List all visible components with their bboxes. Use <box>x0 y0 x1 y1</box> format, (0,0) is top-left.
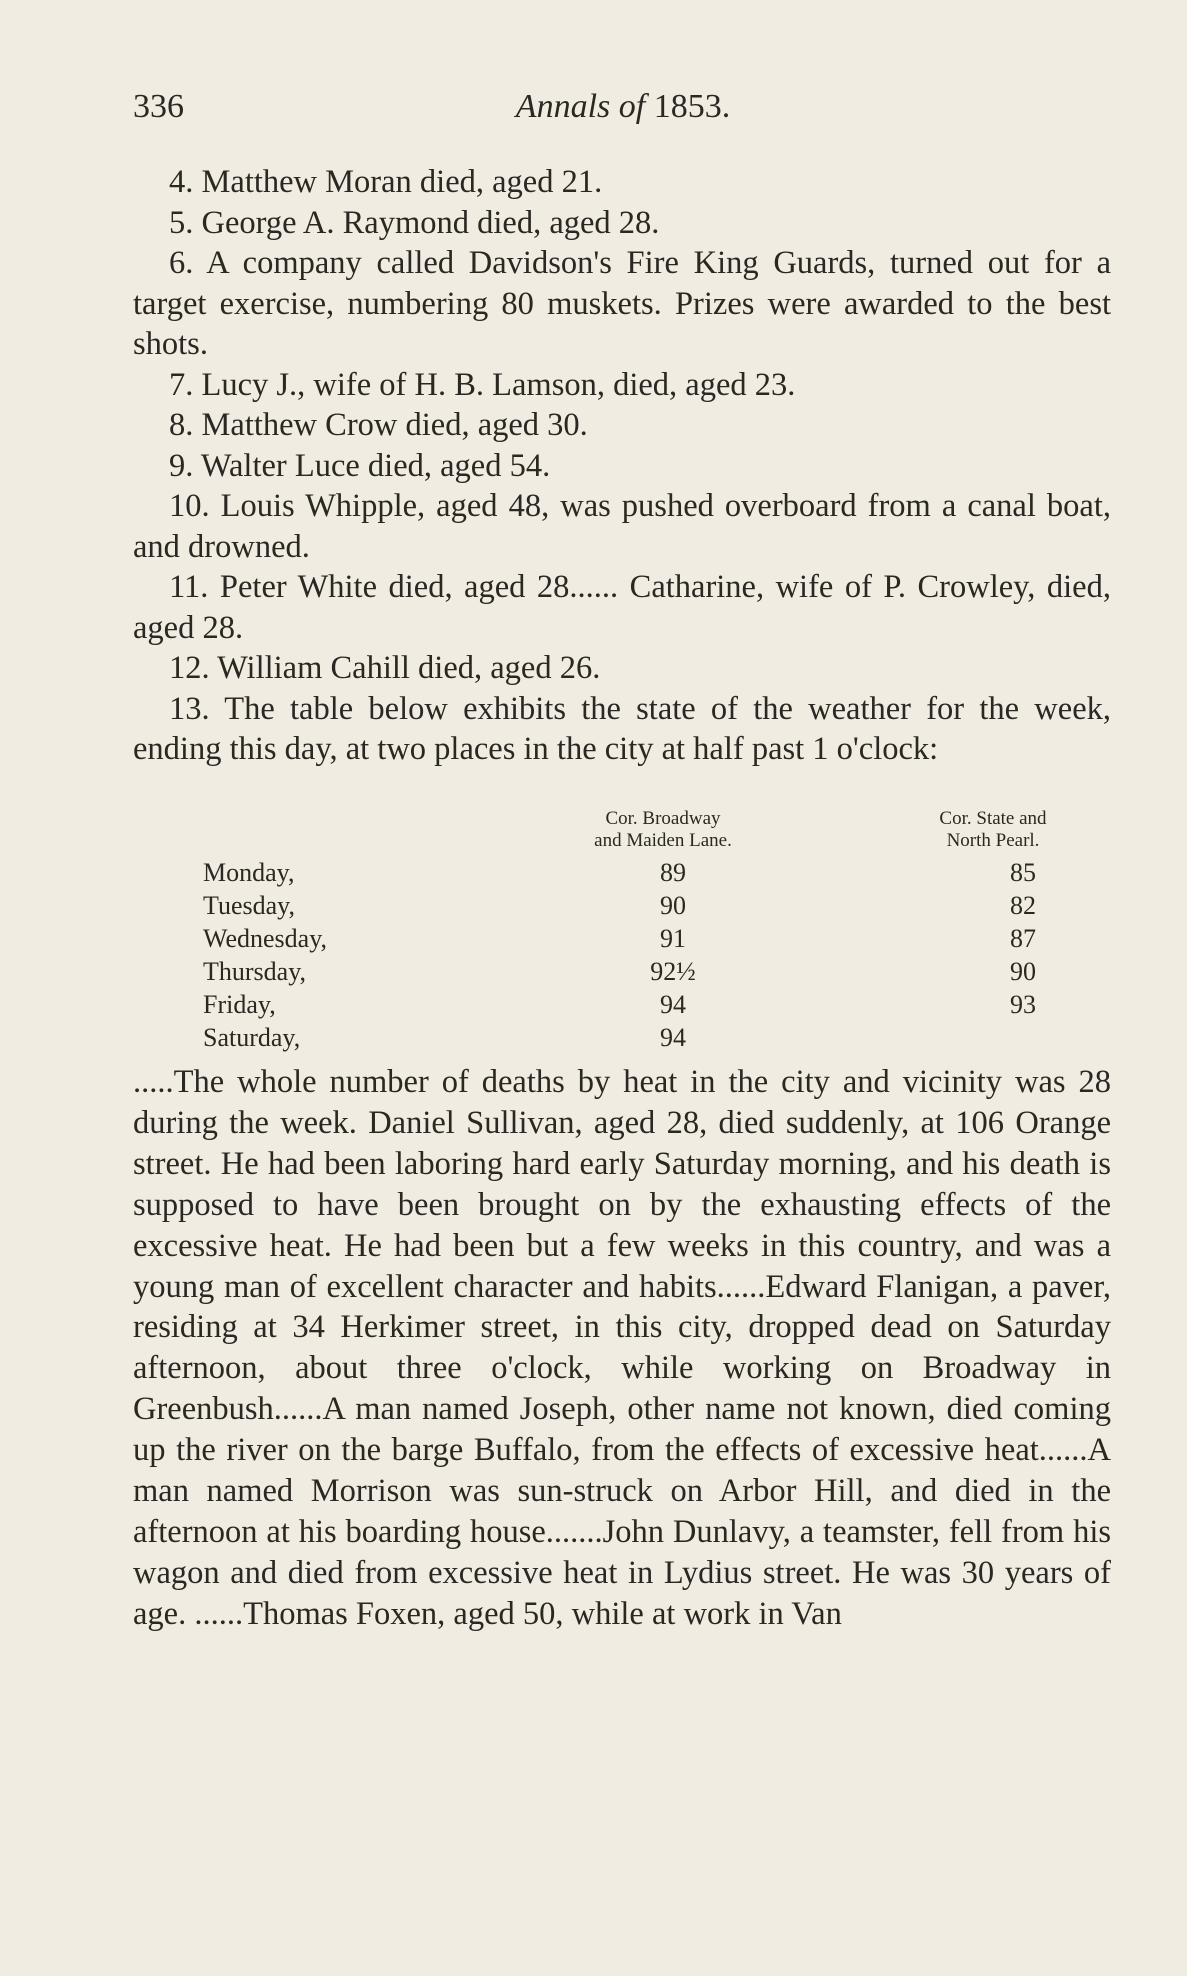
broadway-temp-cell: 89 <box>660 858 686 887</box>
page-number: 336 <box>133 88 184 125</box>
continuation-paragraph: .....The whole number of deaths by heat in the city and vicinity was 28 during the week. Daniel Sullivan, aged 28, died suddenly, at 106 Orange street. He had been laboring hard early Saturday morning, and his death is supposed to have been brought on by the exhausting effects of the excessive heat. He had been but a few weeks in this country, and was a young man of excellent character and habits......Edward Flanigan, a paver, residing at 34 Herkimer street, in this city, dropped dead on Saturday afternoon, about three o'clock, while working on Broadway in Greenbush......A man named Joseph, other name not known, died coming up the river on the barge Buffalo, from the effects of excessive heat......A man named Morrison was sun-struck on Arbor Hill, and died in the afternoon at his boarding house.......John Dunlavy, a teamster, fell from his wagon and died from excessive heat in Lydius street. He was 30 years of age. ......Thomas Foxen, aged 50, while at work in Van <box>133 1064 1111 1632</box>
entry: 4. Matthew Moran died, aged 21. <box>169 164 603 200</box>
state-temp-cell: 85 <box>1010 858 1036 887</box>
entry: 9. Walter Luce died, aged 54. <box>169 447 551 484</box>
day-cell: Saturday, <box>203 1023 301 1052</box>
broadway-temp-cell: 94 <box>660 990 686 1019</box>
entry: 7. Lucy J., wife of H. B. Lamson, died, aged 23. <box>169 366 796 403</box>
column-header-state <box>873 808 1113 852</box>
broadway-temp-cell: 92½ <box>650 957 696 986</box>
state-temp-cell: 82 <box>1010 891 1036 920</box>
broadway-temp-cell: 91 <box>660 924 686 953</box>
day-cell: Monday, <box>203 858 295 887</box>
table-row <box>133 1023 1113 1053</box>
day-cell: Tuesday, <box>203 891 295 920</box>
entries-text <box>133 162 1111 770</box>
table-row <box>133 891 1113 921</box>
column-header-broadway <box>543 808 783 852</box>
broadway-temp-cell: 90 <box>660 891 686 920</box>
running-title <box>133 88 1113 126</box>
column-header-line: Cor. State and <box>939 808 1047 829</box>
day-cell: Friday, <box>203 990 276 1019</box>
state-temp-cell: 87 <box>1010 924 1036 953</box>
table-row <box>133 924 1113 954</box>
running-title-year: 1853. <box>653 88 731 125</box>
entry: 13. The table below exhibits the state of the weather for the week, ending this day, at two places in the city at half past 1 o'clock: <box>133 690 1111 767</box>
running-header <box>133 88 1113 132</box>
table-row <box>133 990 1113 1020</box>
entry: 11. Peter White died, aged 28...... Catharine, wife of P. Crowley, died, aged 28. <box>133 569 1111 646</box>
entry: 6. A company called Davidson's Fire King Guards, turned out for a target exercise, numbering 80 muskets. Prizes were awarded to the best shots. <box>133 245 1111 362</box>
table-row <box>133 858 1113 888</box>
day-cell: Thursday, <box>203 957 307 986</box>
entry: 12. William Cahill died, aged 26. <box>169 650 601 686</box>
state-temp-cell: 93 <box>1010 990 1036 1019</box>
continuation-text <box>133 1062 1111 1635</box>
running-title-italic: Annals of <box>515 88 646 125</box>
broadway-temp-cell: 94 <box>660 1023 686 1052</box>
column-header-line: and Maiden Lane. <box>594 830 732 851</box>
state-temp-cell: 90 <box>1010 957 1036 986</box>
entry: 5. George A. Raymond died, aged 28. <box>169 204 660 241</box>
column-header-line: Cor. Broadway <box>605 808 721 829</box>
entry: 10. Louis Whipple, aged 48, was pushed overboard from a canal boat, and drowned. <box>133 488 1111 565</box>
table-row <box>133 957 1113 987</box>
entry: 8. Matthew Crow died, aged 30. <box>169 407 588 443</box>
day-cell: Wednesday, <box>203 924 328 953</box>
weather-table <box>133 808 1113 1054</box>
column-header-line: North Pearl. <box>946 830 1040 851</box>
